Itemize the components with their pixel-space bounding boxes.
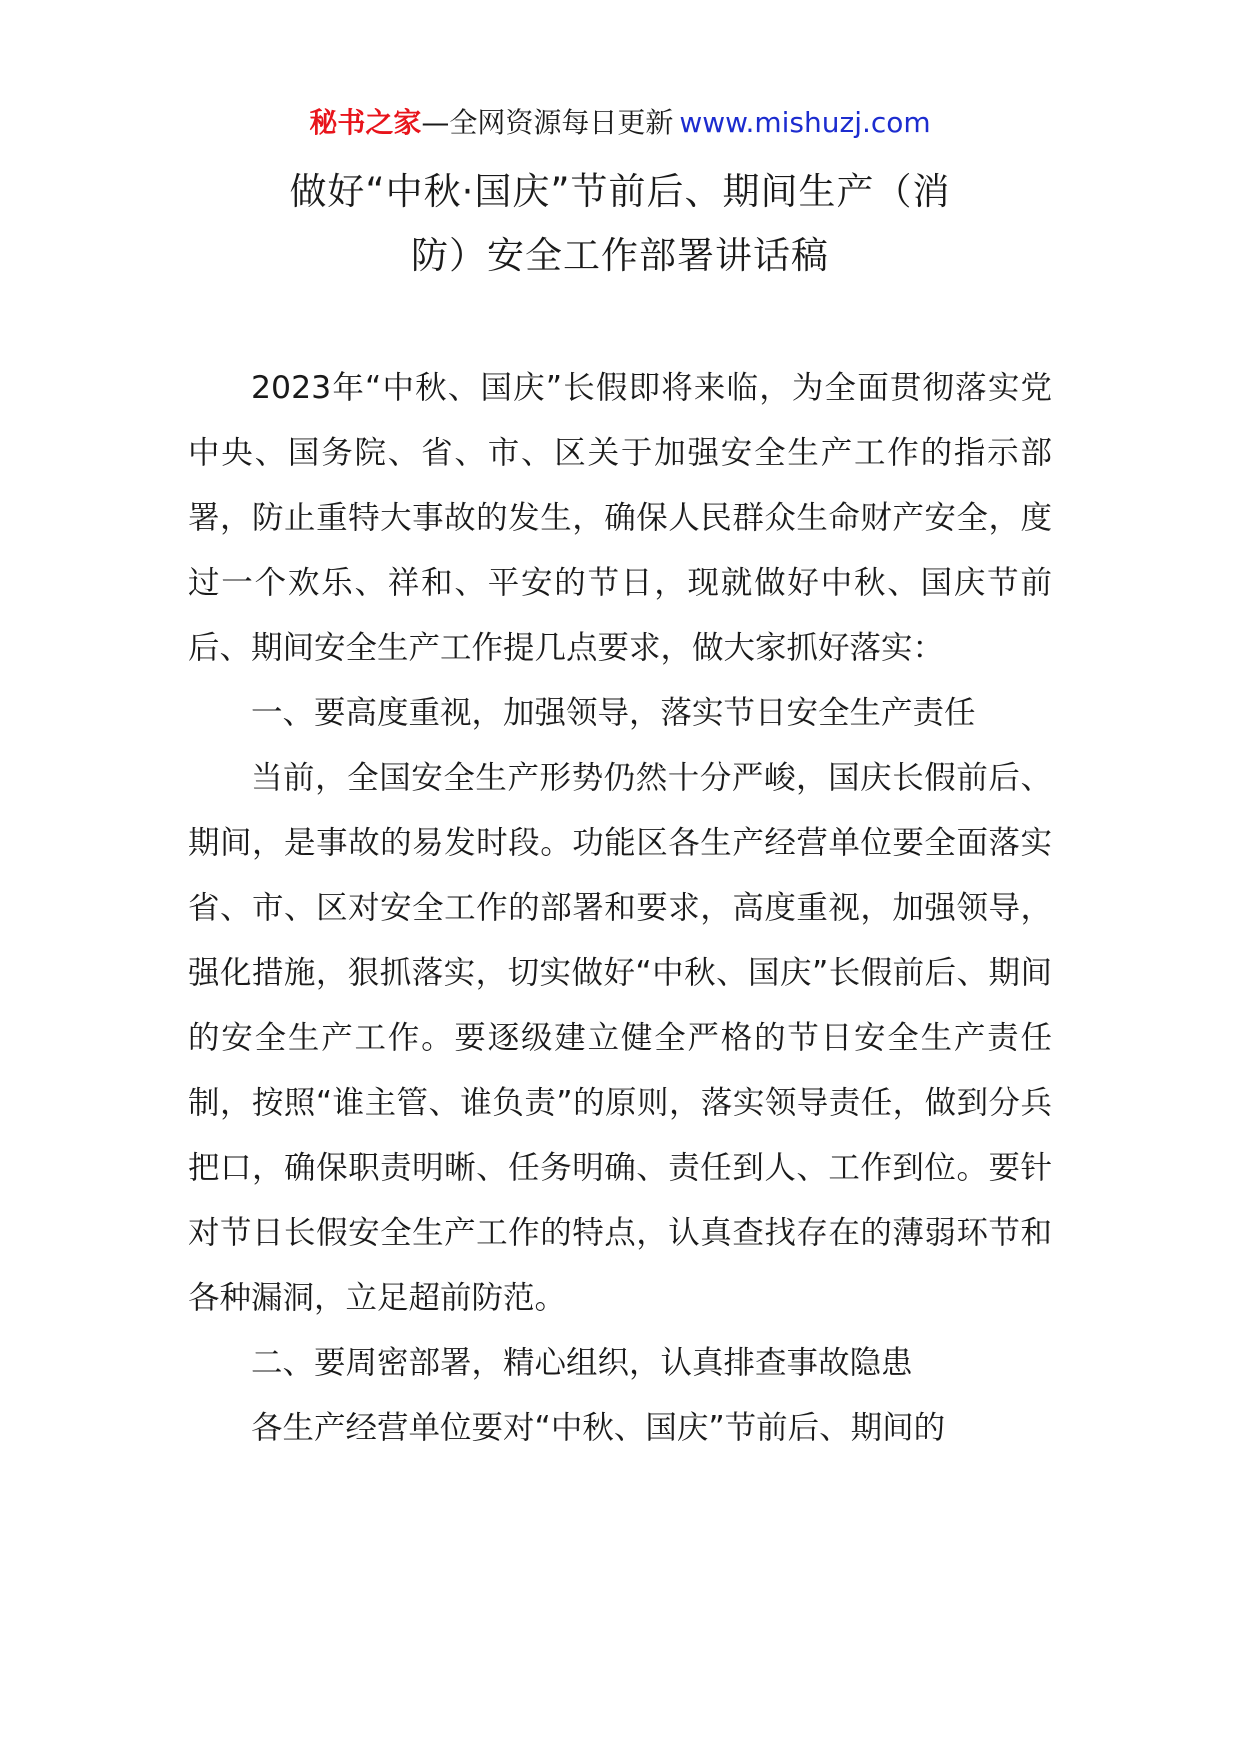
document-body xyxy=(188,356,1052,1461)
section-1-paragraph: 当前，全国安全生产形势仍然十分严峻，国庆长假前后、期间，是事故的易发时段。功能区各生产经营单位要全面落实省、市、区对安全工作的部署和要求，高度重视，加强领导，强化措施，狠抓落实，切实做好“中秋、国庆”长假前后、期间的安全生产工作。要逐级建立健全严格的节日安全生产责任制，按照“谁主管、谁负责”的原则，落实领导责任，做到分兵把口，确保职责明晰、任务明确、责任到人、工作到位。要针对节日长假安全生产工作的特点，认真查找存在的薄弱环节和各种漏洞，立足超前防范。 xyxy=(188,760,1052,1316)
intro-paragraph: 2023年“中秋、国庆”长假即将来临，为全面贯彻落实党中央、国务院、省、市、区关于加强安全生产工作的指示部署，防止重特大事故的发生，确保人民群众生命财产安全，度过一个欢乐、祥和、平安的节日，现就做好中秋、国庆节前后、期间安全生产工作提几点要求，做大家抓好落实： xyxy=(188,370,1052,666)
section-2-paragraph: 各生产经营单位要对“中秋、国庆”节前后、期间的 xyxy=(251,1410,946,1446)
watermark-header xyxy=(0,103,1240,143)
section-heading-2: 二、要周密部署，精心组织，认真排查事故隐患 xyxy=(251,1345,913,1381)
title-line-1: 做好“中秋·国庆”节前后、期间生产（消 xyxy=(289,170,951,213)
header-tagline: —全网资源每日更新 xyxy=(421,106,674,139)
document-title xyxy=(188,160,1052,288)
brand-name: 秘书之家 xyxy=(309,106,422,139)
section-heading-1: 一、要高度重视，加强领导，落实节日安全生产责任 xyxy=(251,695,976,731)
site-url-link[interactable]: www.mishuzj.com xyxy=(679,106,931,139)
title-line-2: 防）安全工作部署讲话稿 xyxy=(411,234,829,277)
